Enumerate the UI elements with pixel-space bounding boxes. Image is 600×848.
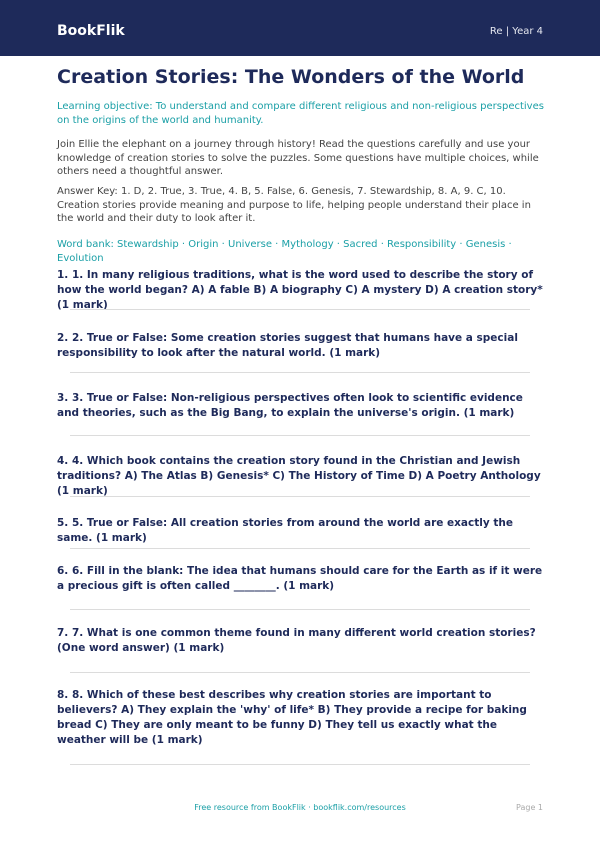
intro-text: Join Ellie the elephant on a journey through history! Read the questions carefully and use your knowledge of creation stories to solve the puzzles. Some questions have multiple choices, while others need a thoughtful answer. — [57, 139, 539, 177]
answer-line-6[interactable] — [70, 609, 530, 610]
question-5: 5. 5. True or False: All creation stories from around the world are exactly the same. (1 mark) — [57, 517, 513, 544]
header-bar — [0, 0, 600, 56]
footer-credit[interactable]: Free resource from BookFlik · bookflik.com/resources — [194, 803, 406, 812]
page-title: Creation Stories: The Wonders of the World — [57, 66, 525, 88]
brand-logo[interactable]: BookFlik — [57, 23, 125, 39]
word-bank: Word bank: Stewardship · Origin · Universe · Mythology · Sacred · Responsibility · Genesis · Evolution — [57, 239, 512, 264]
question-3: 3. 3. True or False: Non-religious perspectives often look to scientific evidence and theories, such as the Big Bang, to explain the universe's origin. (1 mark) — [57, 392, 523, 419]
answer-line-4[interactable] — [70, 496, 530, 497]
question-4: 4. 4. Which book contains the creation story found in the Christian and Jewish traditions? A) The Atlas B) Genesis* C) The History of Time D) A Poetry Anthology (1 mark) — [57, 455, 541, 497]
answer-line-3[interactable] — [70, 435, 530, 436]
answer-key: Answer Key: 1. D, 2. True, 3. True, 4. B, 5. False, 6. Genesis, 7. Stewardship, 8. A, 9. C, 10. Creation stories provide meaning and purpose to life, helping people understand their place in the world and their duty to look after it. — [57, 186, 531, 224]
page-number: Page 1 — [516, 803, 543, 812]
learning-objective: Learning objective: To understand and compare different religious and non-religious perspectives on the origins of the world and humanity. — [57, 101, 544, 126]
question-6: 6. 6. Fill in the blank: The idea that humans should care for the Earth as if it were a precious gift is often called ________. (1 mark) — [57, 565, 543, 592]
answer-line-7[interactable] — [70, 672, 530, 673]
question-7: 7. 7. What is one common theme found in many different world creation stories? (One word answer) (1 mark) — [57, 627, 536, 654]
answer-line-2[interactable] — [70, 372, 530, 373]
answer-line-5[interactable] — [70, 548, 530, 549]
subject-year-label: Re | Year 4 — [489, 26, 543, 37]
question-2: 2. 2. True or False: Some creation stories suggest that humans have a special responsibility to look after the natural world. (1 mark) — [57, 332, 518, 359]
question-8: 8. 8. Which of these best describes why creation stories are important to believers? A) They explain the 'why' of life* B) They provide a recipe for baking bread C) They are only meant to be funny D) They tell us exactly what the weather will be (1 mark) — [57, 689, 527, 746]
footer-divider — [70, 764, 530, 765]
answer-line-1[interactable] — [70, 309, 530, 310]
question-1: 1. 1. In many religious traditions, what is the word used to describe the story of how the world began? A) A fable B) A biography C) A mystery D) A creation story* (1 mark) — [57, 269, 543, 311]
